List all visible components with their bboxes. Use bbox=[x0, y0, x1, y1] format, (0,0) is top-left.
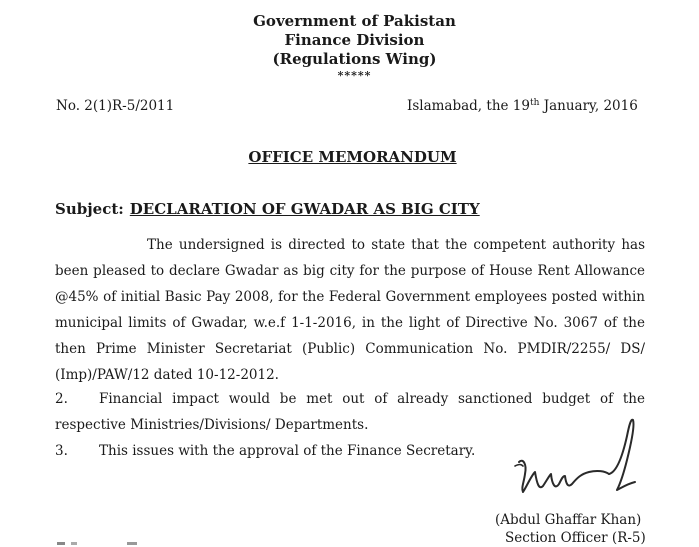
paragraph-1-line: The undersigned is directed to state that the competent authority has bbox=[147, 237, 645, 253]
paragraph-3-text: This issues with the approval of the Finance Secretary. bbox=[99, 443, 476, 459]
paragraph-2-first-line bbox=[55, 386, 645, 412]
header-government: Government of Pakistan bbox=[253, 12, 456, 30]
subject-label: Subject: bbox=[55, 200, 124, 218]
header-division: Finance Division bbox=[284, 31, 425, 49]
date-suffix: th bbox=[529, 98, 540, 108]
date-prefix: Islamabad, the 19 bbox=[407, 98, 530, 114]
paragraph-3-number: 3. bbox=[55, 443, 68, 459]
subject-topic: DECLARATION OF GWADAR AS BIG CITY bbox=[129, 200, 480, 218]
paragraph-1-line: been pleased to declare Gwadar as big city for the purpose of House Rent Allowance bbox=[55, 263, 645, 279]
subject-line bbox=[55, 200, 480, 218]
paragraph-1-line: municipal limits of Gwadar, w.e.f 1-1-2016, in the light of Directive No. 3067 of the bbox=[55, 315, 645, 331]
header-wing: (Regulations Wing) bbox=[272, 50, 437, 68]
paragraph-1-line: @45% of initial Basic Pay 2008, for the Federal Government employees posted within bbox=[55, 289, 645, 305]
paragraph-2-number: 2. bbox=[55, 391, 68, 407]
reference-number: No. 2(1)R-5/2011 bbox=[56, 98, 175, 114]
paragraph-1-line: (Imp)/PAW/12 dated 10-12-2012. bbox=[55, 367, 279, 383]
paragraph-1 bbox=[55, 232, 645, 388]
paragraph-2-line: Financial impact would be met out of already sanctioned budget of the bbox=[99, 391, 645, 407]
memo-title: OFFICE MEMORANDUM bbox=[248, 148, 457, 166]
signatory-designation: Section Officer (R-5) bbox=[505, 530, 646, 546]
cut-off-text-fragment bbox=[57, 542, 147, 545]
handwritten-signature bbox=[505, 414, 645, 504]
signatory-name: (Abdul Ghaffar Khan) bbox=[495, 512, 642, 528]
memo-date bbox=[407, 98, 638, 114]
paragraph-2-line: respective Ministries/Divisions/ Departments. bbox=[55, 417, 369, 433]
paragraph-1-line: then Prime Minister Secretariat (Public) Communication No. PMDIR/2255/ DS/ bbox=[55, 341, 645, 357]
header-stars: ***** bbox=[337, 69, 372, 82]
date-rest: January, 2016 bbox=[539, 98, 638, 114]
